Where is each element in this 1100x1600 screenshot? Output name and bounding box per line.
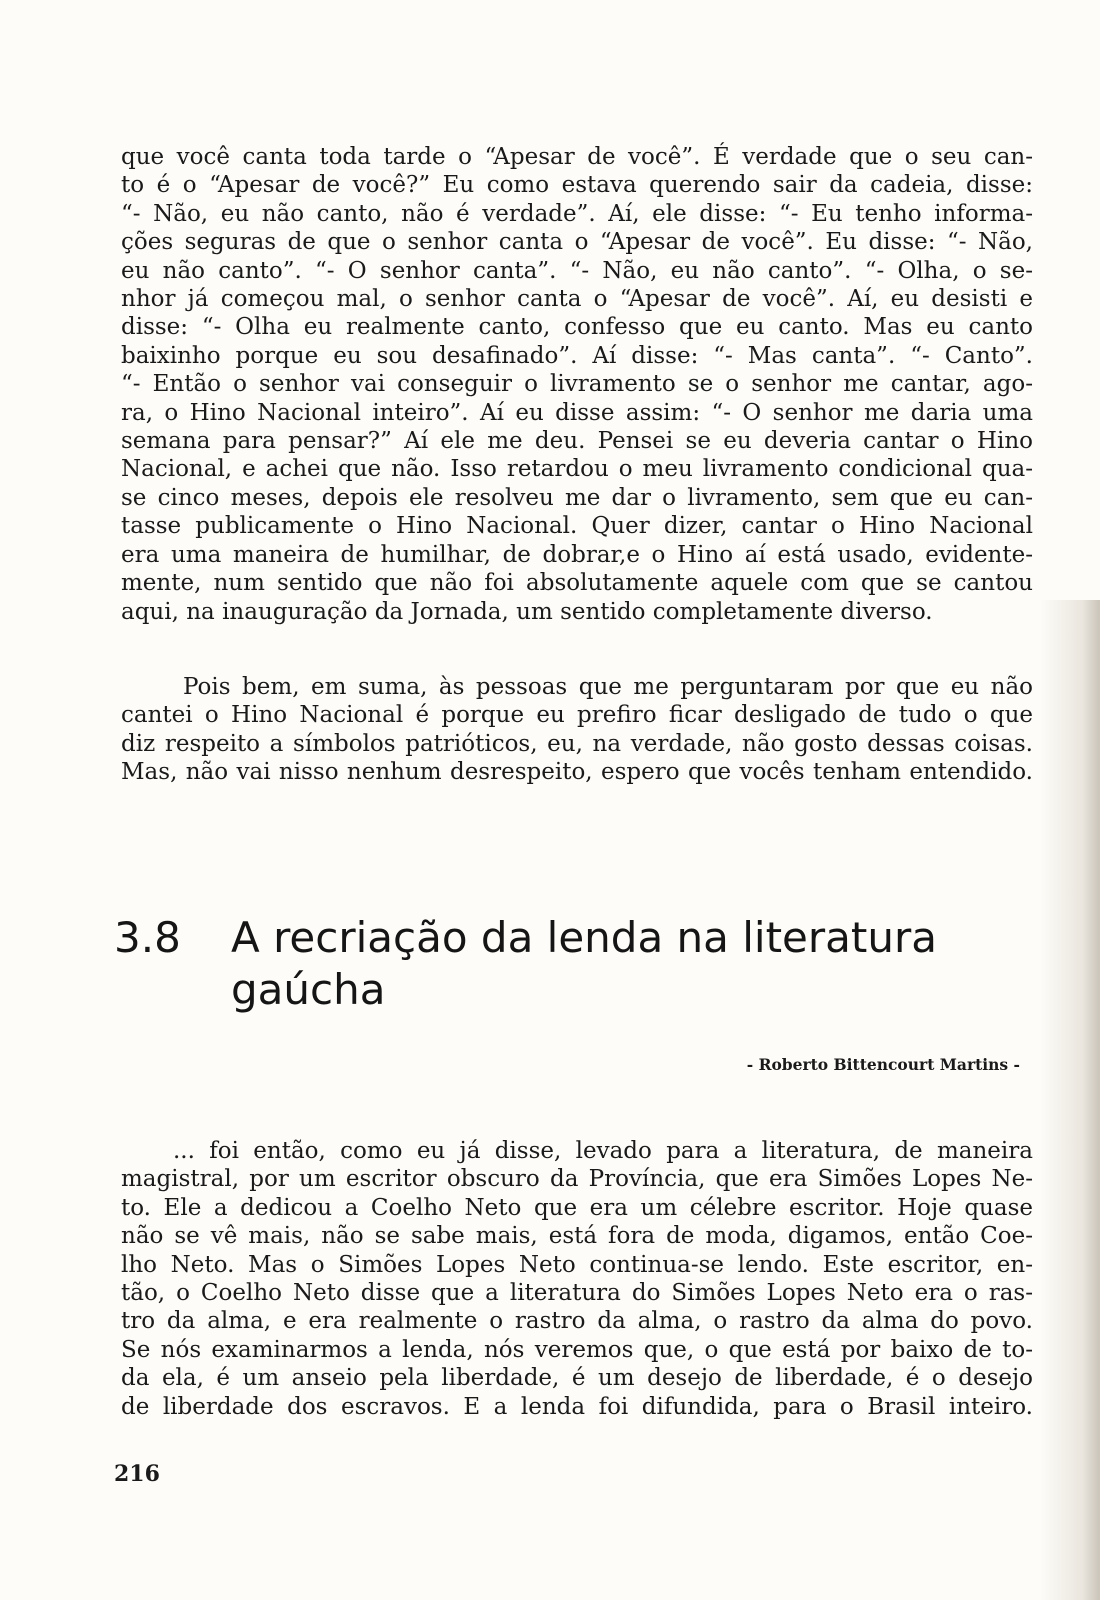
text-line: semana para pensar?” Aí ele me deu. Pensei se eu deveria cantar o Hino: [121, 428, 1033, 455]
text-line: aqui, na inauguração da Jornada, um sentido completamente diverso.: [121, 598, 933, 625]
paragraph-1: [121, 143, 1033, 626]
text-line: disse: “- Olha eu realmente canto, confesso que eu canto. Mas eu canto: [121, 314, 1033, 341]
text-line: “- Então o senhor vai conseguir o livramento se o senhor me cantar, ago-: [121, 371, 1033, 398]
text-line: to é o “Apesar de você?” Eu como estava querendo sair da cadeia, disse:: [121, 172, 1033, 199]
text-line: ções seguras de que o senhor canta o “Apesar de você”. Eu disse: “- Não,: [121, 229, 1033, 256]
text-line: de liberdade dos escravos. E a lenda foi difundida, para o Brasil inteiro.: [121, 1393, 1033, 1420]
text-line: mente, num sentido que não foi absolutamente aquele com que se cantou: [121, 570, 1033, 597]
text-line: magistral, por um escritor obscuro da Província, que era Simões Lopes Ne-: [121, 1166, 1033, 1193]
section-title: [231, 912, 1031, 1016]
text-line: to. Ele a dedicou a Coelho Neto que era um célebre escritor. Hoje quase: [121, 1194, 1033, 1221]
text-line: lho Neto. Mas o Simões Lopes Neto continua-se lendo. Este escritor, en-: [121, 1251, 1033, 1278]
text-line: “- Não, eu não canto, não é verdade”. Aí, ele disse: “- Eu tenho informa-: [121, 200, 1033, 227]
section-title-line: A recriação da lenda na literatura: [231, 913, 937, 962]
text-line: Mas, não vai nisso nenhum desrespeito, espero que vocês tenham entendido.: [121, 759, 1033, 786]
text-line: Se nós examinarmos a lenda, nós veremos que, o que está por baixo de to-: [121, 1336, 1033, 1363]
text-line: eu não canto”. “- O senhor canta”. “- Não, eu não canto”. “- Olha, o se-: [121, 257, 1033, 284]
page-number: 216: [114, 1461, 160, 1487]
text-line: se cinco meses, depois ele resolveu me dar o livramento, sem que eu can-: [121, 484, 1033, 511]
text-line: baixinho porque eu sou desafinado”. Aí disse: “- Mas canta”. “- Canto”.: [121, 342, 1033, 369]
text-line: da ela, é um anseio pela liberdade, é um desejo de liberdade, é o desejo: [121, 1365, 1033, 1392]
paragraph-3: [121, 1137, 1033, 1421]
page-edge-shadow: [1040, 600, 1100, 1600]
text-line: ... foi então, como eu já disse, levado para a literatura, de maneira: [173, 1138, 1033, 1164]
text-line: cantei o Hino Nacional é porque eu prefiro ficar desligado de tudo o que: [121, 702, 1033, 729]
section-number: 3.8: [114, 913, 181, 962]
text-line: Pois bem, em suma, às pessoas que me perguntaram por que eu não: [183, 674, 1033, 700]
text-line: nhor já começou mal, o senhor canta o “Apesar de você”. Aí, eu desisti e: [121, 286, 1033, 313]
text-line: Nacional, e achei que não. Isso retardou o meu livramento condicional qua-: [121, 456, 1033, 483]
text-line: era uma maneira de humilhar, de dobrar,e o Hino aí está usado, evidente-: [121, 541, 1033, 568]
author-byline: - Roberto Bittencourt Martins -: [746, 1055, 1020, 1074]
text-line: não se vê mais, não se sabe mais, está fora de moda, digamos, então Coe-: [121, 1223, 1033, 1250]
text-line: diz respeito a símbolos patrióticos, eu, na verdade, não gosto dessas coisas.: [121, 730, 1033, 757]
text-line: que você canta toda tarde o “Apesar de você”. É verdade que o seu can-: [121, 144, 1033, 170]
paragraph-2: [121, 673, 1033, 787]
section-title-line: gaúcha: [231, 965, 386, 1014]
text-line: tão, o Coelho Neto disse que a literatura do Simões Lopes Neto era o ras-: [121, 1280, 1033, 1307]
text-line: tro da alma, e era realmente o rastro da alma, o rastro da alma do povo.: [121, 1308, 1033, 1335]
text-line: tasse publicamente o Hino Nacional. Quer dizer, cantar o Hino Nacional: [121, 513, 1033, 540]
text-line: ra, o Hino Nacional inteiro”. Aí eu disse assim: “- O senhor me daria uma: [121, 399, 1033, 426]
